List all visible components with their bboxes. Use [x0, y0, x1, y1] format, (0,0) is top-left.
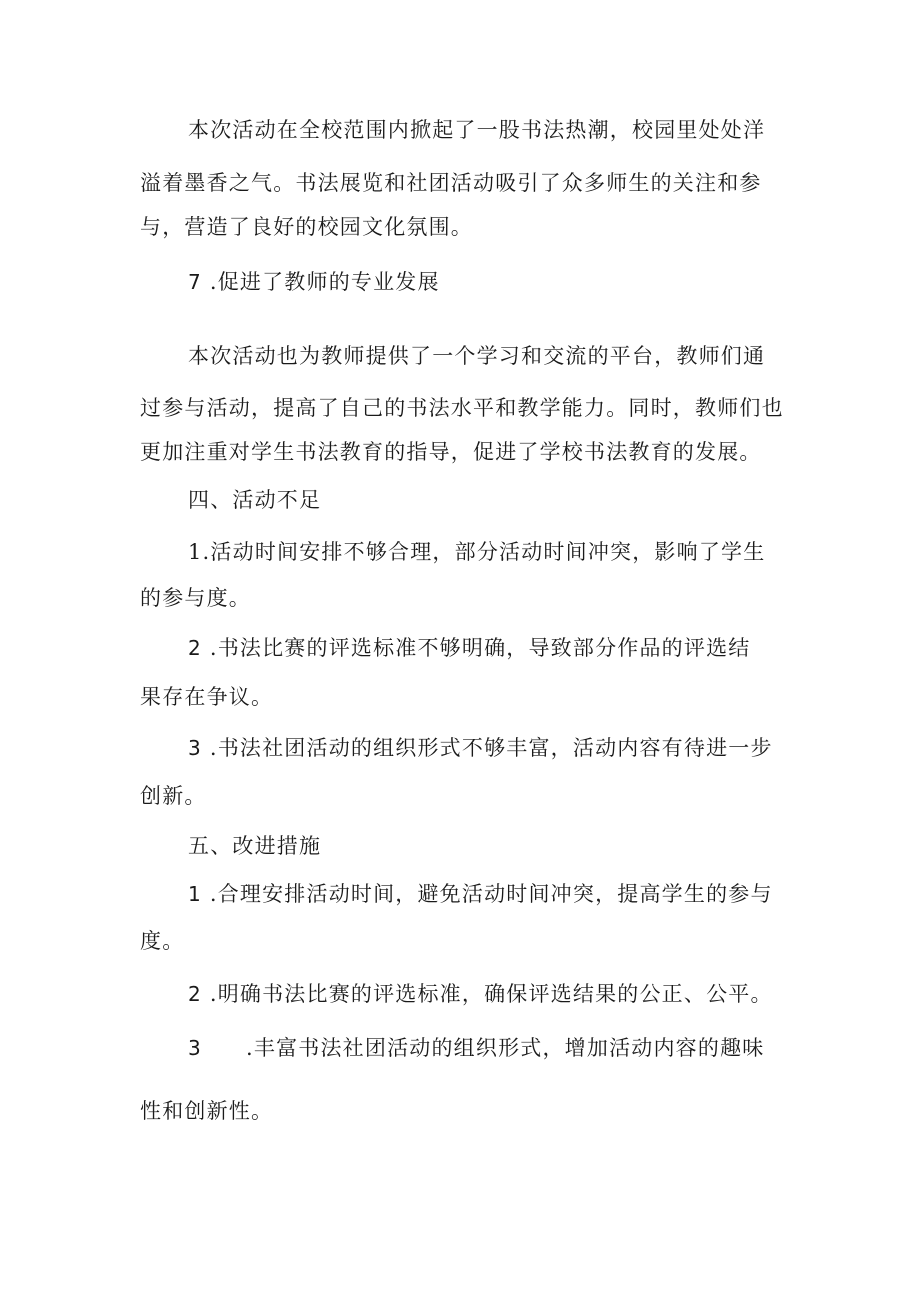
- item-text: .书法社团活动的组织形式不够丰富，活动内容有待进一步: [201, 736, 773, 760]
- item-number: 1: [188, 882, 202, 906]
- section-title: 四、活动不足: [188, 488, 322, 512]
- list-item-line: [188, 980, 800, 1008]
- item-number: 3: [188, 1036, 202, 1060]
- paragraph-line: 本次活动也为教师提供了一个学习和交流的平台，教师们通: [188, 344, 766, 368]
- item-text: .合理安排活动时间，避免活动时间冲突，提高学生的参与: [201, 882, 773, 906]
- list-item-line: [188, 880, 800, 908]
- heading-number: 7: [188, 270, 202, 294]
- paragraph-line: 更加注重对学生书法教育的指导，促进了学校书法教育的发展。: [140, 440, 762, 464]
- item-text: .书法比赛的评选标准不够明确，导致部分作品的评选结: [201, 636, 751, 660]
- paragraph-line: 过参与活动，提高了自己的书法水平和教学能力。同时，教师们也: [140, 396, 784, 420]
- list-item-line: 创新。: [140, 784, 207, 808]
- list-item-line: 性和创新性。: [140, 1099, 274, 1123]
- item-number: 3: [188, 736, 202, 760]
- paragraph-line: 溢着墨香之气。书法展览和社团活动吸引了众多师生的关注和参: [140, 171, 762, 195]
- item-number: 2: [188, 636, 202, 660]
- list-item-line: [188, 1034, 800, 1062]
- list-item-line: [188, 634, 800, 662]
- list-item-line: 的参与度。: [140, 586, 251, 610]
- list-item-line: [188, 734, 800, 762]
- item-text: .明确书法比赛的评选标准，确保评选结果的公正、公平。: [201, 982, 773, 1006]
- item-text: .丰富书法社团活动的组织形式，增加活动内容的趣味: [246, 1036, 765, 1060]
- item-number: 2: [188, 982, 202, 1006]
- paragraph-line: 本次活动在全校范围内掀起了一股书法热潮，校园里处处洋: [188, 118, 766, 142]
- heading-text: .促进了教师的专业发展: [201, 270, 440, 294]
- list-item-line: 果存在争议。: [140, 685, 274, 709]
- list-item-line: 1.活动时间安排不够合理，部分活动时间冲突，影响了学生: [188, 540, 766, 564]
- paragraph-line: 与，营造了良好的校园文化氛围。: [140, 215, 473, 239]
- section-heading: [188, 268, 800, 296]
- section-title: 五、改进措施: [188, 834, 322, 858]
- list-item-line: 度。: [140, 929, 185, 953]
